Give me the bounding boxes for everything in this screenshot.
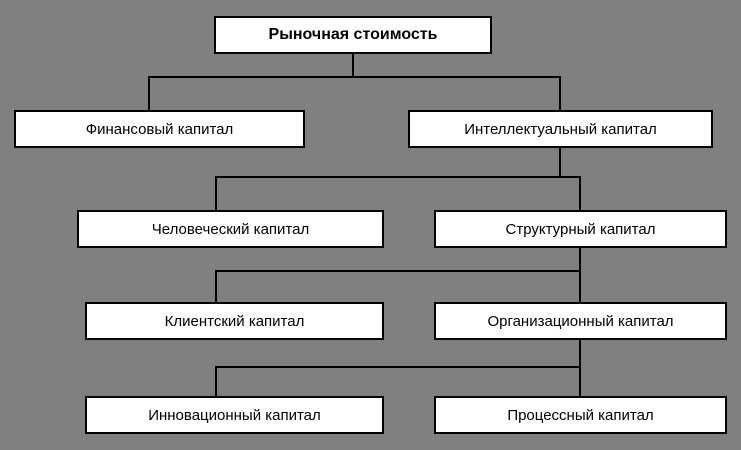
node-human_capital[interactable] [77,210,384,248]
connector-c2-left [215,176,217,210]
node-label-innovation_capital: Инновационный капитал [148,406,321,424]
node-label-human_capital: Человеческий капитал [151,220,310,238]
connector-c3-left [215,270,217,302]
connector-c2-right [579,176,581,210]
node-innovation_capital[interactable] [85,396,384,434]
node-financial_capital[interactable] [14,110,305,148]
connector-c3-stem [579,248,581,270]
connector-c2-bus [215,176,581,178]
connector-c1-bus [148,76,561,78]
node-intellectual_capital[interactable] [408,110,713,148]
connector-c4-left [215,366,217,396]
connector-c2-stem [559,148,561,176]
node-label-organizational_capital: Организационный капитал [487,312,674,330]
node-process_capital[interactable] [434,396,727,434]
connector-c4-stem [579,340,581,366]
connector-c3-right [579,270,581,302]
connector-c3-bus [215,270,581,272]
node-label-structural_capital: Структурный капитал [505,220,656,238]
connector-c1-stem [352,54,354,78]
node-label-intellectual_capital: Интеллектуальный капитал [464,120,657,138]
connector-c4-bus [215,366,581,368]
node-label-client_capital: Клиентский капитал [164,312,305,330]
connector-c1-left [148,76,150,110]
node-label-process_capital: Процессный капитал [507,406,654,424]
node-client_capital[interactable] [85,302,384,340]
node-structural_capital[interactable] [434,210,727,248]
connector-c1-right [559,76,561,110]
node-label-financial_capital: Финансовый капитал [85,120,234,138]
connector-c4-right [579,366,581,396]
node-market_value[interactable] [214,16,492,54]
node-organizational_capital[interactable] [434,302,727,340]
node-label-market_value: Рыночная стоимость [268,26,438,43]
